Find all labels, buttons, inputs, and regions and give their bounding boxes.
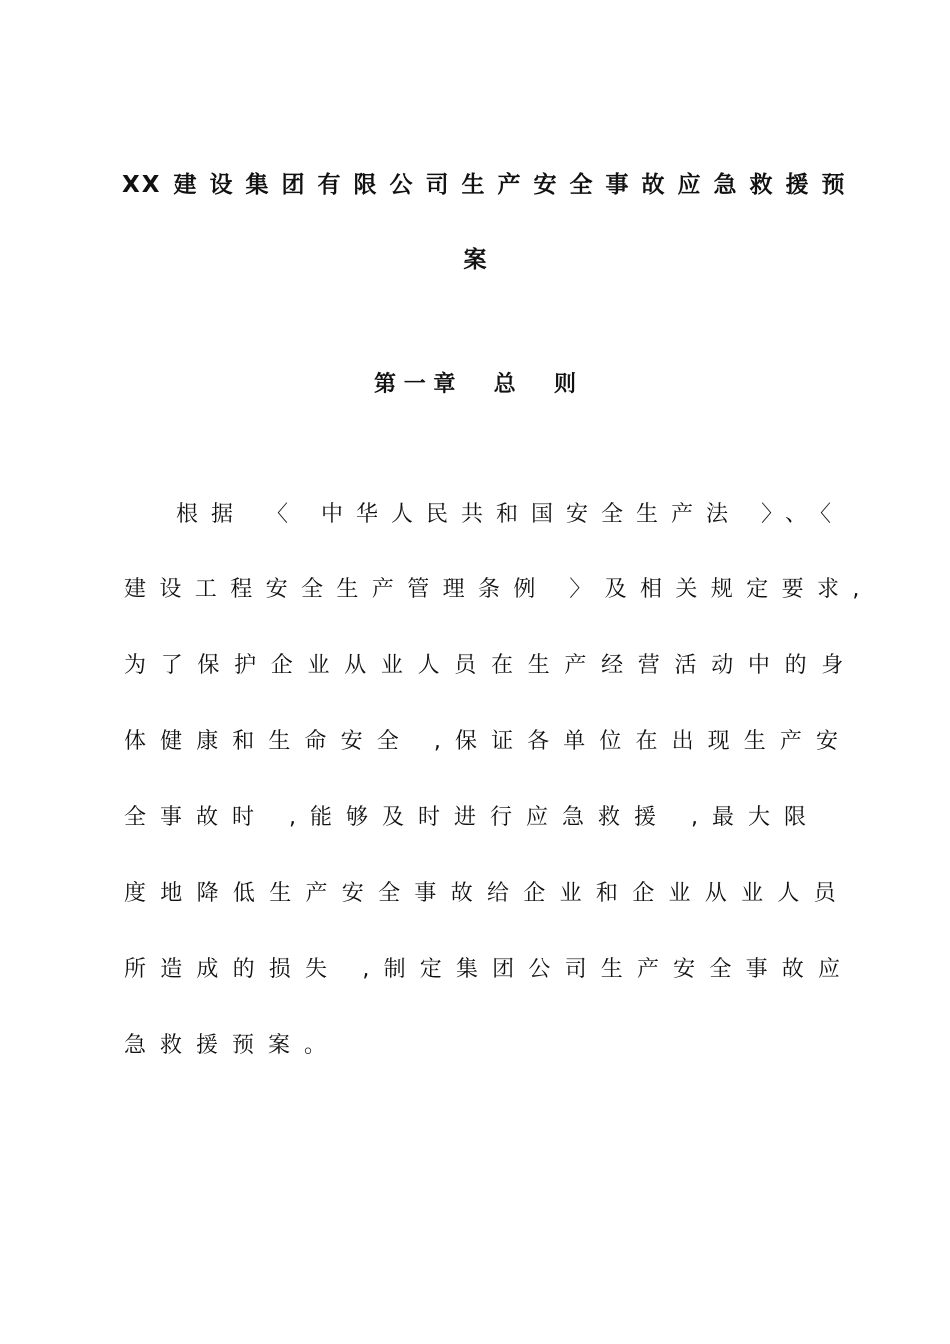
paragraph-line: 根据 〈 中华人民共和国安全生产法 〉、〈 [176, 502, 844, 527]
paragraph-line: 急救援预案。 [124, 1033, 341, 1058]
paragraph-line: 建设工程安全生产管理条例 〉及相关规定要求, [124, 577, 873, 602]
document-title-prefix: XX [122, 172, 162, 198]
paragraph-line: 所造成的损失 ,制定集团公司生产安全事故应 [124, 957, 855, 982]
paragraph-line: 为了保护企业从业人员在生产经营活动中的身 [124, 653, 859, 678]
document-title-line-2: 案 [463, 247, 487, 273]
document-title-text: 建设集团有限公司生产安全事故应急救援预 [173, 172, 858, 198]
paragraph-line: 度地降低生产安全事故给企业和企业从业人员 [124, 881, 851, 906]
chapter-heading: 第 一 章 总 则 [374, 372, 576, 397]
paragraph-line: 全事故时 ,能够及时进行应急救援 ,最大限 [124, 805, 820, 830]
document-title-line-1 [122, 166, 858, 199]
paragraph-line: 体健康和生命安全 ,保证各单位在出现生产安 [124, 729, 853, 754]
